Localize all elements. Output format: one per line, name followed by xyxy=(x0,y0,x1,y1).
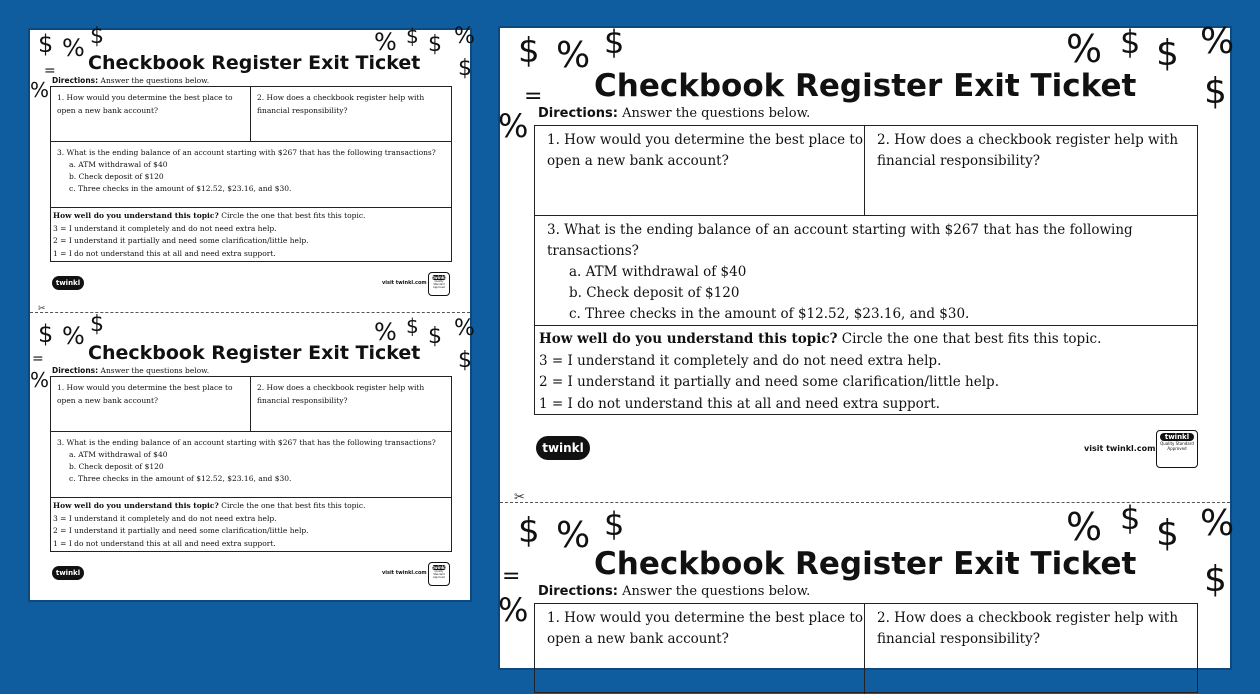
question-1: 1. How would you determine the best place to open a new bank account? xyxy=(547,132,863,169)
question-cell-1 xyxy=(535,604,865,694)
transaction-c: c. Three checks in the amount of $12.52, $23.16, and $30. xyxy=(69,184,292,193)
transaction-b: b. Check deposit of $120 xyxy=(69,462,164,471)
dollar-symbol: $ xyxy=(428,324,442,349)
dollar-symbol: $ xyxy=(458,56,472,81)
dollar-symbol: $ xyxy=(1204,559,1227,600)
quality-badge: twinkl Quality Standard Approved xyxy=(428,562,450,586)
understanding-row xyxy=(51,498,451,550)
dollar-symbol: $ xyxy=(1204,71,1227,112)
visit-link[interactable]: visit twinkl.com xyxy=(1084,444,1156,453)
dollar-symbol: $ xyxy=(1120,23,1141,61)
directions: Directions: Answer the questions below. xyxy=(538,106,811,121)
percent-symbol: % xyxy=(62,34,85,62)
dollar-symbol: $ xyxy=(1156,33,1179,74)
question-cell-1 xyxy=(51,87,251,141)
dollar-symbol: $ xyxy=(406,314,419,338)
quality-badge: twinkl Quality Standard Approved xyxy=(1156,430,1198,468)
level-2: 2 = I understand it partially and need some clarification/little help. xyxy=(53,236,309,245)
level-2: 2 = I understand it partially and need some clarification/little help. xyxy=(539,374,999,390)
question-3-text: 3. What is the ending balance of an account starting with $267 that has the following transactions? xyxy=(57,148,436,157)
question-2: 2. How does a checkbook register help with financial responsibility? xyxy=(257,93,425,115)
question-1: 1. How would you determine the best place to open a new bank account? xyxy=(547,610,863,647)
percent-symbol: % xyxy=(556,35,591,76)
percent-symbol: % xyxy=(454,24,475,49)
ticket-title: Checkbook Register Exit Ticket xyxy=(88,342,421,364)
percent-symbol: % xyxy=(556,515,591,556)
equals-symbol: = xyxy=(32,351,44,367)
dollar-symbol: $ xyxy=(90,24,104,49)
question-row-1 xyxy=(535,126,1197,216)
percent-symbol: % xyxy=(1200,503,1235,544)
question-1: 1. How would you determine the best place to open a new bank account? xyxy=(57,383,233,405)
question-cell-1 xyxy=(51,377,251,431)
question-row-3 xyxy=(535,216,1197,326)
worksheet-preview-zoomed xyxy=(498,21,1235,668)
percent-symbol: % xyxy=(454,316,475,341)
percent-symbol: % xyxy=(374,318,397,346)
percent-symbol: % xyxy=(1066,505,1103,549)
directions xyxy=(52,76,209,85)
question-cell-2 xyxy=(251,377,451,431)
question-grid xyxy=(50,86,452,262)
understanding-scale xyxy=(53,210,443,260)
question-grid xyxy=(50,376,452,552)
question-2: 2. How does a checkbook register help with financial responsibility? xyxy=(877,610,1179,647)
question-cell-2 xyxy=(865,604,1197,694)
percent-symbol: % xyxy=(62,322,85,350)
ticket-title: Checkbook Register Exit Ticket xyxy=(594,546,1137,582)
directions-label: Directions: xyxy=(52,76,99,85)
transaction-b: b. Check deposit of $120 xyxy=(569,285,740,301)
twinkl-logo: twinkl xyxy=(536,436,590,460)
dollar-symbol: $ xyxy=(604,23,625,61)
level-2: 2 = I understand it partially and need some clarification/little help. xyxy=(53,526,309,535)
question-row-1 xyxy=(535,604,1197,694)
percent-symbol: % xyxy=(498,107,529,145)
question-row-3 xyxy=(51,142,451,208)
percent-symbol: % xyxy=(30,368,50,392)
level-1: 1 = I do not understand this at all and need extra support. xyxy=(53,538,276,548)
quality-badge: twinkl Quality Standard Approved xyxy=(428,272,450,296)
level-1: 1 = I do not understand this at all and need extra support. xyxy=(539,395,940,412)
question-3 xyxy=(57,147,437,195)
exit-ticket-1 xyxy=(30,24,475,320)
scissors-icon: ✂ xyxy=(514,490,525,505)
equals-symbol: = xyxy=(44,63,56,79)
understanding-scale: How well do you understand this topic? Circle the one that best fits this topic. 3 = I understand it completely and do not need extra help. 2 = I understand it partially and need some clarification/little help. 1 = I do not understand this at all and need extra support. xyxy=(53,500,443,550)
percent-symbol: % xyxy=(1066,27,1103,71)
transaction-a: a. ATM withdrawal of $40 xyxy=(69,160,168,169)
question-row-3 xyxy=(51,432,451,498)
level-3: 3 = I understand it completely and do not need extra help. xyxy=(539,352,942,369)
understanding-scale: How well do you understand this topic? Circle the one that best fits this topic. 3 = I understand it completely and do not need extra help. 2 = I understand it partially and need some clarification/little help. 1 = I do not understand this at all and need extra support. xyxy=(539,329,1189,415)
transaction-b: b. Check deposit of $120 xyxy=(69,172,164,181)
level-3: 3 = I understand it completely and do not need extra help. xyxy=(53,223,277,233)
level-3: 3 = I understand it completely and do not need extra help. xyxy=(53,513,277,523)
dollar-symbol: $ xyxy=(458,348,472,373)
level-1: 1 = I do not understand this at all and need extra support. xyxy=(53,248,276,258)
dollar-symbol: $ xyxy=(38,30,54,58)
transaction-c: c. Three checks in the amount of $12.52, $23.16, and $30. xyxy=(569,306,970,322)
question-cell-2 xyxy=(865,126,1197,215)
question-grid xyxy=(534,125,1198,415)
equals-symbol: = xyxy=(524,84,543,109)
question-3: 3. What is the ending balance of an account starting with $267 that has the following transactions? a. ATM withdrawal of $40 b. Check deposit of $120 c. Three checks in the amount of $12.52, $23.16, and $30. xyxy=(547,220,1187,325)
dollar-symbol: $ xyxy=(1120,499,1141,537)
dollar-symbol: $ xyxy=(604,505,625,543)
dollar-symbol: $ xyxy=(518,31,540,71)
transaction-a: a. ATM withdrawal of $40 xyxy=(69,450,168,459)
exit-ticket-zoomed xyxy=(498,21,1235,498)
understanding-row xyxy=(51,208,451,260)
transaction-c: c. Three checks in the amount of $12.52, $23.16, and $30. xyxy=(69,474,292,483)
question-1: 1. How would you determine the best place to open a new bank account? xyxy=(57,93,233,115)
question-2: 2. How does a checkbook register help with financial responsibility? xyxy=(877,132,1179,169)
twinkl-logo: twinkl xyxy=(52,566,84,580)
visit-link[interactable]: visit twinkl.com xyxy=(382,280,427,286)
percent-symbol: % xyxy=(498,591,529,629)
dollar-symbol: $ xyxy=(90,312,104,337)
worksheet-preview-small xyxy=(30,24,475,600)
percent-symbol: % xyxy=(30,78,50,102)
dollar-symbol: $ xyxy=(428,32,442,57)
dollar-symbol: $ xyxy=(518,511,540,551)
percent-symbol: % xyxy=(374,28,397,56)
twinkl-logo: twinkl xyxy=(52,276,84,290)
understanding-row xyxy=(535,326,1197,413)
dollar-symbol: $ xyxy=(1156,513,1179,554)
transaction-a: a. ATM withdrawal of $40 xyxy=(569,264,747,280)
question-grid xyxy=(534,603,1198,693)
question-row-1 xyxy=(51,87,451,142)
question-cell-1 xyxy=(535,126,865,215)
directions: Directions: Answer the questions below. xyxy=(52,366,210,375)
ticket-title: Checkbook Register Exit Ticket xyxy=(88,52,421,74)
percent-symbol: % xyxy=(1200,21,1235,62)
dollar-symbol: $ xyxy=(38,320,54,348)
directions: Directions: Answer the questions below. xyxy=(538,584,811,599)
understanding-prompt: How well do you understand this topic? Circle the one that best fits this topic. xyxy=(53,211,366,220)
directions-text: Answer the questions below. xyxy=(98,76,210,85)
question-cell-2 xyxy=(251,87,451,141)
question-row-1 xyxy=(51,377,451,432)
dollar-symbol: $ xyxy=(406,24,419,48)
exit-ticket-2 xyxy=(30,312,475,610)
ticket-title: Checkbook Register Exit Ticket xyxy=(594,68,1137,104)
scissors-icon: ✂ xyxy=(38,304,46,314)
equals-symbol: = xyxy=(502,564,521,589)
exit-ticket-zoomed-next xyxy=(498,499,1235,674)
question-2: 2. How does a checkbook register help with financial responsibility? xyxy=(257,383,425,405)
visit-link[interactable]: visit twinkl.com xyxy=(382,570,427,576)
question-3: 3. What is the ending balance of an account starting with $267 that has the following transactions? a. ATM withdrawal of $40 b. Check deposit of $120 c. Three checks in the amount of $12.52, $23.16, and $30. xyxy=(57,438,436,483)
